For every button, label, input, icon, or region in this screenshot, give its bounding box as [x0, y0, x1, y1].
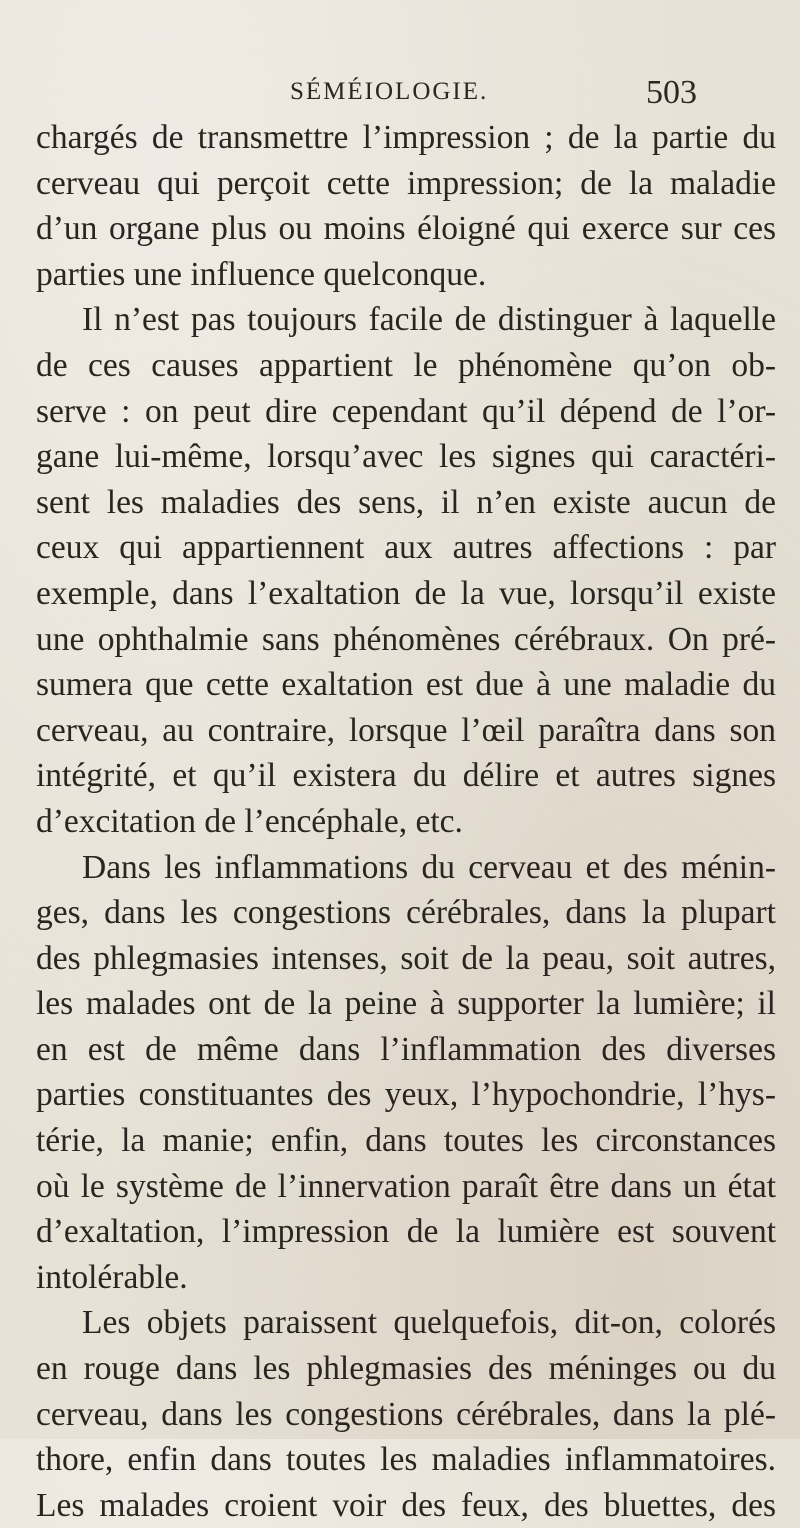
text-line: cerveau, au contraire, lorsque l’œil paraîtra dans son — [36, 711, 776, 749]
paragraph-start-line: Dans les inflammations du cerveau et des ménin- — [82, 848, 776, 886]
text-line: de ces causes appartient le phénomène qu’on ob- — [36, 346, 776, 384]
text-line: en rouge dans les phlegmasies des méninges ou du — [36, 1350, 776, 1388]
text-line: térie, la manie; enfin, dans toutes les circonstances — [36, 1122, 776, 1160]
text-line: les malades ont de la peine à supporter la lumière; il — [36, 985, 776, 1023]
text-line: intolérable. — [36, 1258, 188, 1296]
text-line: d’excitation de l’encéphale, etc. — [36, 802, 463, 840]
text-line: ceux qui appartiennent aux autres affections : par — [36, 529, 776, 567]
text-line: en est de même dans l’inflammation des diverses — [36, 1030, 776, 1068]
text-line: d’un organe plus ou moins éloigné qui exerce sur ces — [36, 210, 776, 248]
text-line: intégrité, et qu’il existera du délire et autres signes — [36, 757, 776, 795]
paragraph-start-line: Les objets paraissent quelquefois, dit-on, colorés — [82, 1304, 776, 1342]
text-line: cerveau, dans les congestions cérébrales, dans la plé- — [36, 1395, 776, 1433]
text-line: thore, enfin dans toutes les maladies inflammatoires. — [36, 1441, 776, 1479]
text-line: gane lui-même, lorsqu’avec les signes qui caractéri- — [36, 438, 776, 476]
body-text — [36, 115, 776, 1528]
text-line: ges, dans les congestions cérébrales, dans la plupart — [36, 894, 776, 932]
text-line: parties une influence quelconque. — [36, 255, 487, 293]
text-line: sumera que cette exaltation est due à une maladie du — [36, 666, 776, 704]
text-line: où le système de l’innervation paraît être dans un état — [36, 1167, 776, 1205]
running-head — [0, 74, 800, 114]
paragraph-start-line: Il n’est pas toujours facile de distinguer à laquelle — [82, 301, 776, 339]
text-line: exemple, dans l’exaltation de la vue, lorsqu’il existe — [36, 574, 776, 612]
text-line: Les malades croient voir des feux, des bluettes, des — [36, 1486, 776, 1524]
text-line: une ophthalmie sans phénomènes cérébraux. On pré- — [36, 620, 776, 658]
text-line: cerveau qui perçoit cette impression; de la maladie — [36, 164, 776, 202]
text-line: serve : on peut dire cependant qu’il dépend de l’or- — [36, 392, 776, 430]
text-line: d’exaltation, l’impression de la lumière est souvent — [36, 1213, 776, 1251]
text-line: sent les maladies des sens, il n’en existe aucun de — [36, 483, 776, 521]
text-line: parties constituantes des yeux, l’hypochondrie, l’hys- — [36, 1076, 776, 1114]
running-title: SÉMÉIOLOGIE. — [290, 78, 489, 105]
page-number: 503 — [646, 74, 697, 111]
text-line: des phlegmasies intenses, soit de la peau, soit autres, — [36, 939, 776, 977]
text-line: chargés de transmettre l’impression ; de la partie du — [36, 119, 776, 156]
